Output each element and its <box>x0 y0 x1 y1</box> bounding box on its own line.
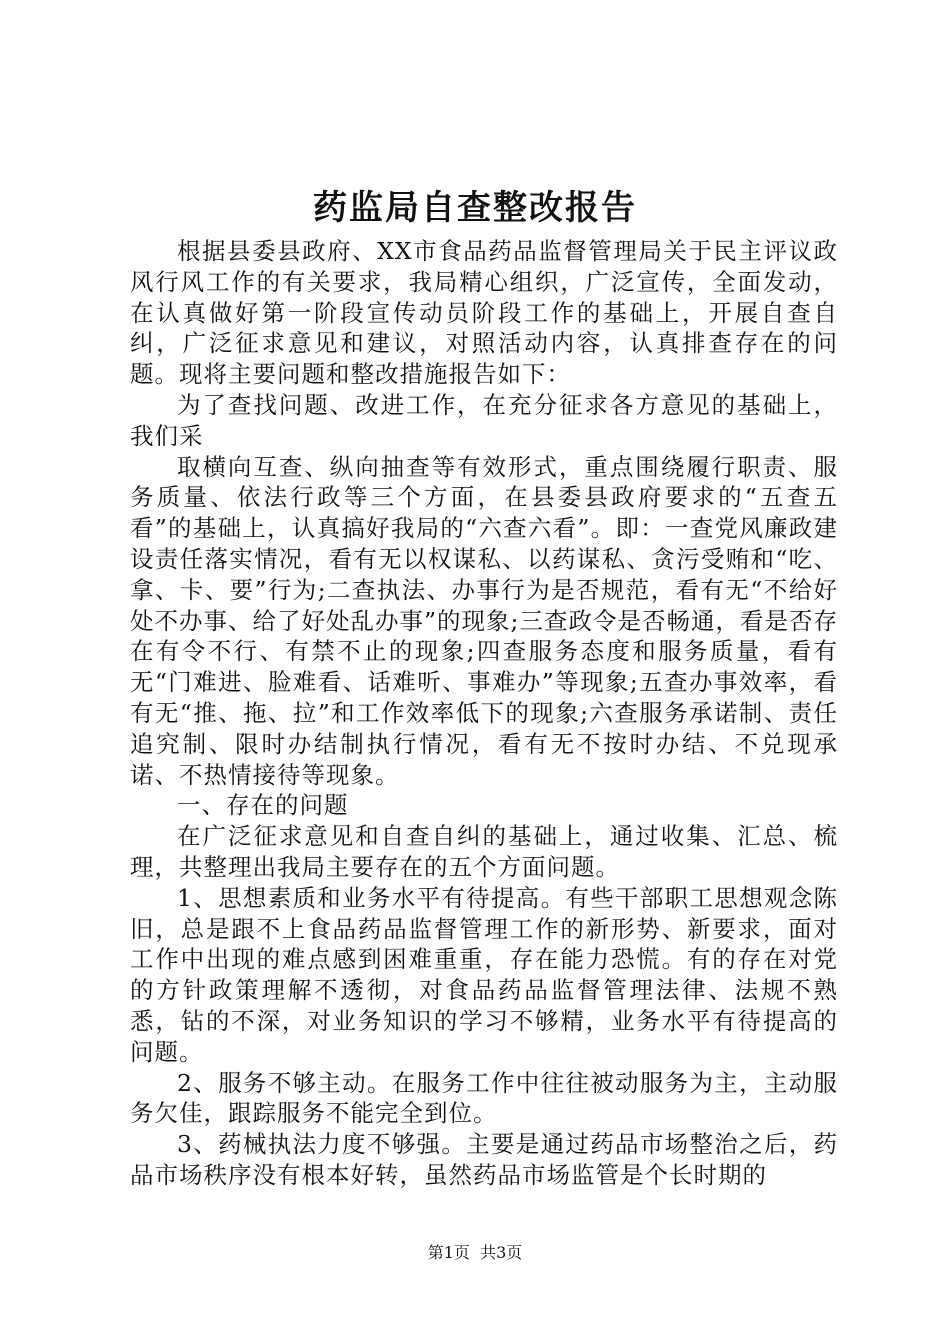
paragraph-problem-2: 2、服务不够主动。在服务工作中往往被动服务为主，主动服务欠佳，跟踪服务不能完全到位。 <box>130 1068 838 1128</box>
paragraph-problems-summary: 在广泛征求意见和自查自纠的基础上，通过收集、汇总、梳理，共整理出我局主要存在的五个方面问题。 <box>130 822 838 881</box>
page-total: 共3页 <box>480 1243 523 1262</box>
page-footer <box>0 1243 950 1263</box>
paragraph-intro: 根据县委县政府、XX市食品药品监督管理局关于民主评议政风行风工作的有关要求，我局精心组织，广泛宣传，全面发动，在认真做好第一阶段宣传动员阶段工作的基础上，开展自查自纠，广泛征求意见和建议，对照活动内容，认真排查存在的问题。现将主要问题和整改措施报告如下： <box>130 237 838 389</box>
page-number: 第1页 <box>427 1243 470 1262</box>
paragraph-method-start: 为了查找问题、改进工作，在充分征求各方意见的基础上，我们采 <box>130 390 838 450</box>
document-body <box>130 236 838 1191</box>
paragraph-six-checks: 取横向互查、纵向抽查等有效形式，重点围绕履行职责、服务质量、依法行政等三个方面，在县委县政府要求的“五查五看”的基础上，认真搞好我局的“六查六看”。即：一查党风廉政建设责任落实情况，看有无以权谋私、以药谋私、贪污受贿和“吃、拿、卡、要”行为;二查执法、办事行为是否规范，看有无“不给好处不办事、给了好处乱办事”的现象;三查政令是否畅通，看是否存在有令不行、有禁不止的现象;四查服务态度和服务质量，看有无“门难进、脸难看、话难听、事难办”等现象;五查办事效率，看有无“推、拖、拉”和工作效率低下的现象;六查服务承诺制、责任追究制、限时办结制执行情况，看有无不按时办结、不兑现承诺、不热情接待等现象。 <box>130 452 838 789</box>
paragraph-problem-3: 3、药械执法力度不够强。主要是通过药品市场整治之后，药品市场秩序没有根本好转，虽然药品市场监管是个长时期的 <box>130 1130 838 1189</box>
section-heading-problems: 一、存在的问题 <box>177 791 349 820</box>
paragraph-problem-1: 1、思想素质和业务水平有待提高。有些干部职工思想观念陈旧，总是跟不上食品药品监督管理工作的新形势、新要求，面对工作中出现的难点感到困难重重，存在能力恐慌。有的存在对党的方针政策理解不透彻，对食品药品监督管理法律、法规不熟悉，钻的不深，对业务知识的学习不够精，业务水平有待提高的问题。 <box>130 883 838 1066</box>
document-title: 药监局自查整改报告 <box>313 188 637 228</box>
